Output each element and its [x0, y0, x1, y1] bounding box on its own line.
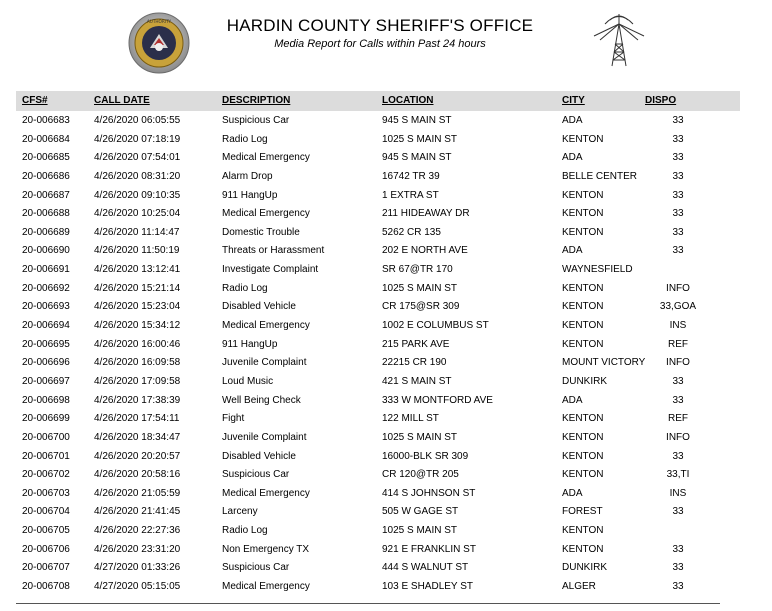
cell-call-date: 4/26/2020 11:14:47 — [94, 226, 180, 238]
cell-location: 1025 S MAIN ST — [382, 282, 458, 294]
cell-location: CR 175@SR 309 — [382, 301, 460, 313]
cell-call-date: 4/26/2020 13:12:41 — [94, 264, 181, 276]
cell-call-date: 4/26/2020 22:27:36 — [94, 525, 181, 537]
report-title: HARDIN COUNTY SHERIFF'S OFFICE — [226, 16, 534, 35]
cell-location: CR 120@TR 205 — [382, 469, 459, 481]
cell-call-date: 4/26/2020 17:09:58 — [94, 375, 181, 387]
table-row — [16, 223, 740, 242]
cell-description: Fight — [222, 413, 245, 425]
cell-dispo: 33 — [672, 170, 684, 182]
table-row — [16, 279, 740, 298]
cell-city: KENTON — [562, 413, 604, 425]
cell-location: 921 E FRANKLIN ST — [382, 543, 476, 555]
cell-dispo: 33 — [672, 506, 684, 518]
cell-city: KENTON — [562, 189, 604, 201]
table-body — [16, 111, 740, 596]
cell-description: Threats or Harassment — [222, 245, 325, 257]
cell-description: Medical Emergency — [222, 208, 310, 220]
column-header-description: DESCRIPTION — [222, 95, 291, 106]
cell-city: ADA — [562, 115, 583, 126]
table-row — [16, 409, 740, 428]
cell-dispo: 33 — [672, 450, 684, 462]
cell-description: Well Being Check — [222, 394, 301, 406]
table-row — [16, 204, 740, 223]
cell-city: ADA — [562, 487, 583, 499]
cell-description: Radio Log — [222, 133, 268, 145]
column-header-city: CITY — [562, 95, 585, 106]
cell-dispo: 33 — [672, 562, 684, 574]
column-header-location: LOCATION — [382, 95, 434, 106]
sheriff-badge-icon — [128, 12, 190, 74]
cell-description: Loud Music — [222, 375, 274, 387]
cell-dispo: 33 — [672, 226, 684, 238]
cell-call-date: 4/26/2020 08:31:20 — [94, 170, 181, 182]
cell-description: Disabled Vehicle — [222, 450, 296, 462]
cell-call-date: 4/26/2020 11:50:19 — [94, 245, 180, 257]
table-row — [16, 540, 740, 559]
cell-cfs: 20-006701 — [22, 450, 70, 462]
table-row — [16, 521, 740, 540]
column-header-cfs: CFS# — [22, 95, 48, 106]
cell-call-date: 4/26/2020 07:18:19 — [94, 133, 181, 145]
cell-cfs: 20-006685 — [22, 152, 70, 164]
cell-call-date: 4/26/2020 21:41:45 — [94, 506, 181, 518]
cell-description: Juvenile Complaint — [222, 431, 307, 443]
cell-cfs: 20-006696 — [22, 357, 70, 369]
cell-cfs: 20-006705 — [22, 525, 70, 537]
table-row — [16, 111, 740, 130]
cell-description: Medical Emergency — [222, 152, 310, 164]
cell-cfs: 20-006703 — [22, 487, 70, 499]
cell-cfs: 20-006704 — [22, 506, 70, 518]
cell-cfs: 20-006708 — [22, 581, 70, 593]
table-row — [16, 186, 740, 205]
cell-city: MOUNT VICTORY — [562, 357, 646, 369]
cell-dispo: 33 — [672, 208, 684, 220]
cell-location: 333 W MONTFORD AVE — [382, 394, 493, 406]
cell-description: Medical Emergency — [222, 581, 310, 593]
cell-description: Suspicious Car — [222, 115, 290, 126]
cell-description: Medical Emergency — [222, 320, 310, 332]
column-header-call-date: CALL DATE — [94, 95, 150, 106]
cell-dispo: 33 — [672, 189, 684, 201]
table-row — [16, 391, 740, 410]
cell-cfs: 20-006699 — [22, 413, 70, 425]
cell-call-date: 4/27/2020 01:33:26 — [94, 562, 181, 574]
table-row — [16, 297, 740, 316]
report-header — [0, 0, 772, 90]
cell-city: KENTON — [562, 208, 604, 220]
cell-call-date: 4/26/2020 15:21:14 — [94, 282, 181, 294]
table-row — [16, 130, 740, 149]
cell-location: 202 E NORTH AVE — [382, 245, 468, 257]
cell-description: Radio Log — [222, 282, 268, 294]
cell-location: 1025 S MAIN ST — [382, 431, 458, 443]
cell-location: 211 HIDEAWAY DR — [382, 208, 470, 220]
table-row — [16, 316, 740, 335]
cell-city: ADA — [562, 152, 583, 164]
table-row — [16, 502, 740, 521]
cell-location: 414 S JOHNSON ST — [382, 487, 476, 499]
cell-location: 505 W GAGE ST — [382, 506, 459, 518]
cell-dispo: REF — [668, 413, 688, 425]
cell-location: 103 E SHADLEY ST — [382, 581, 473, 593]
cell-cfs: 20-006694 — [22, 320, 70, 332]
cell-city: KENTON — [562, 543, 604, 555]
cell-call-date: 4/26/2020 15:34:12 — [94, 320, 181, 332]
cell-location: 421 S MAIN ST — [382, 375, 452, 387]
cell-cfs: 20-006698 — [22, 394, 70, 406]
cell-description: Larceny — [222, 506, 258, 518]
cell-call-date: 4/26/2020 20:20:57 — [94, 450, 181, 462]
column-header-dispo: DISPO — [645, 95, 677, 106]
cell-dispo: INFO — [666, 357, 690, 369]
cell-call-date: 4/26/2020 07:54:01 — [94, 152, 181, 164]
cell-cfs: 20-006697 — [22, 375, 70, 387]
cell-location: 16742 TR 39 — [382, 170, 440, 182]
cell-description: Radio Log — [222, 525, 268, 537]
cell-call-date: 4/26/2020 20:58:16 — [94, 469, 181, 481]
cell-location: 1025 S MAIN ST — [382, 133, 458, 145]
cell-dispo: INFO — [666, 282, 690, 294]
cell-call-date: 4/26/2020 23:31:20 — [94, 543, 181, 555]
cell-dispo: INS — [669, 487, 687, 499]
table-row — [16, 148, 740, 167]
cell-location: 215 PARK AVE — [382, 338, 450, 350]
cell-dispo: 33,GOA — [659, 301, 697, 313]
cell-description: 911 HangUp — [222, 189, 278, 201]
cell-cfs: 20-006687 — [22, 189, 70, 201]
table-row — [16, 484, 740, 503]
table-row — [16, 260, 740, 279]
cell-description: Medical Emergency — [222, 487, 310, 499]
cell-cfs: 20-006706 — [22, 543, 70, 555]
cell-dispo: 33 — [672, 115, 684, 126]
cell-dispo: 33 — [672, 375, 684, 387]
cell-cfs: 20-006707 — [22, 562, 70, 574]
cell-description: Domestic Trouble — [222, 226, 300, 238]
cell-dispo: INFO — [666, 431, 690, 443]
cell-city: ADA — [562, 245, 583, 257]
cell-cfs: 20-006693 — [22, 301, 70, 313]
cell-city: KENTON — [562, 431, 604, 443]
cell-city: KENTON — [562, 301, 604, 313]
cell-call-date: 4/27/2020 05:15:05 — [94, 581, 181, 593]
cell-location: 444 S WALNUT ST — [382, 562, 469, 574]
cell-location: SR 67@TR 170 — [382, 264, 453, 276]
cell-location: 5262 CR 135 — [382, 226, 441, 238]
table-header — [16, 91, 740, 111]
cell-city: FOREST — [562, 506, 603, 518]
cell-city: BELLE CENTER — [562, 170, 638, 182]
cell-cfs: 20-006683 — [22, 115, 70, 126]
table-row — [16, 353, 740, 372]
cell-cfs: 20-006691 — [22, 264, 70, 276]
cell-dispo: 33 — [672, 394, 684, 406]
cell-location: 16000-BLK SR 309 — [382, 450, 469, 462]
cell-cfs: 20-006692 — [22, 282, 70, 294]
cell-dispo: REF — [668, 338, 688, 350]
cell-description: Non Emergency TX — [222, 543, 310, 555]
cell-cfs: 20-006690 — [22, 245, 70, 257]
table-row — [16, 372, 740, 391]
cell-location: 1002 E COLUMBUS ST — [382, 320, 489, 332]
cell-location: 945 S MAIN ST — [382, 152, 452, 164]
cell-cfs: 20-006700 — [22, 431, 70, 443]
table-row — [16, 465, 740, 484]
cell-dispo: 33,TI — [666, 469, 690, 481]
table-row — [16, 241, 740, 260]
cell-dispo: 33 — [672, 543, 684, 555]
cell-city: WAYNESFIELD — [562, 264, 633, 276]
cell-cfs: 20-006689 — [22, 226, 70, 238]
cell-city: DUNKIRK — [562, 375, 608, 387]
cell-city: KENTON — [562, 282, 604, 294]
cell-city: KENTON — [562, 469, 604, 481]
cell-city: KENTON — [562, 450, 604, 462]
table-row — [16, 447, 740, 466]
cell-location: 122 MILL ST — [382, 413, 439, 425]
cell-call-date: 4/26/2020 16:09:58 — [94, 357, 181, 369]
cell-city: KENTON — [562, 525, 604, 537]
cell-city: KENTON — [562, 320, 604, 332]
cell-description: Suspicious Car — [222, 469, 290, 481]
cell-call-date: 4/26/2020 06:05:55 — [94, 115, 181, 126]
cell-location: 945 S MAIN ST — [382, 115, 452, 126]
radio-tower-icon — [588, 10, 650, 70]
calls-table — [16, 91, 740, 596]
cell-call-date: 4/26/2020 18:34:47 — [94, 431, 181, 443]
cell-dispo: 33 — [672, 133, 684, 145]
cell-call-date: 4/26/2020 16:00:46 — [94, 338, 181, 350]
table-row — [16, 335, 740, 354]
cell-call-date: 4/26/2020 09:10:35 — [94, 189, 181, 201]
cell-call-date: 4/26/2020 17:38:39 — [94, 394, 181, 406]
cell-call-date: 4/26/2020 21:05:59 — [94, 487, 181, 499]
cell-city: KENTON — [562, 226, 604, 238]
table-row — [16, 558, 740, 577]
cell-description: Juvenile Complaint — [222, 357, 307, 369]
cell-description: 911 HangUp — [222, 338, 278, 350]
cell-city: ALGER — [562, 581, 596, 593]
cell-cfs: 20-006686 — [22, 170, 70, 182]
cell-cfs: 20-006684 — [22, 133, 70, 145]
cell-description: Suspicious Car — [222, 562, 290, 574]
cell-call-date: 4/26/2020 10:25:04 — [94, 208, 181, 220]
report-subtitle: Media Report for Calls within Past 24 hours — [274, 38, 486, 50]
footer-divider — [16, 603, 720, 604]
cell-cfs: 20-006702 — [22, 469, 70, 481]
svg-text:AUTHORITY: AUTHORITY — [146, 19, 172, 24]
cell-location: 1 EXTRA ST — [382, 189, 439, 201]
cell-city: KENTON — [562, 133, 604, 145]
cell-description: Alarm Drop — [222, 170, 273, 182]
cell-cfs: 20-006695 — [22, 338, 70, 350]
table-row — [16, 167, 740, 186]
cell-city: KENTON — [562, 338, 604, 350]
cell-call-date: 4/26/2020 17:54:11 — [94, 413, 180, 425]
table-row — [16, 577, 740, 596]
cell-cfs: 20-006688 — [22, 208, 70, 220]
cell-dispo: 33 — [672, 581, 684, 593]
cell-city: DUNKIRK — [562, 562, 608, 574]
cell-description: Investigate Complaint — [222, 264, 319, 276]
cell-dispo: INS — [669, 320, 687, 332]
table-row — [16, 428, 740, 447]
cell-call-date: 4/26/2020 15:23:04 — [94, 301, 181, 313]
cell-dispo: 33 — [672, 245, 684, 257]
cell-location: 22215 CR 190 — [382, 357, 447, 369]
cell-dispo: 33 — [672, 152, 684, 164]
cell-city: ADA — [562, 394, 583, 406]
cell-description: Disabled Vehicle — [222, 301, 296, 313]
cell-location: 1025 S MAIN ST — [382, 525, 458, 537]
